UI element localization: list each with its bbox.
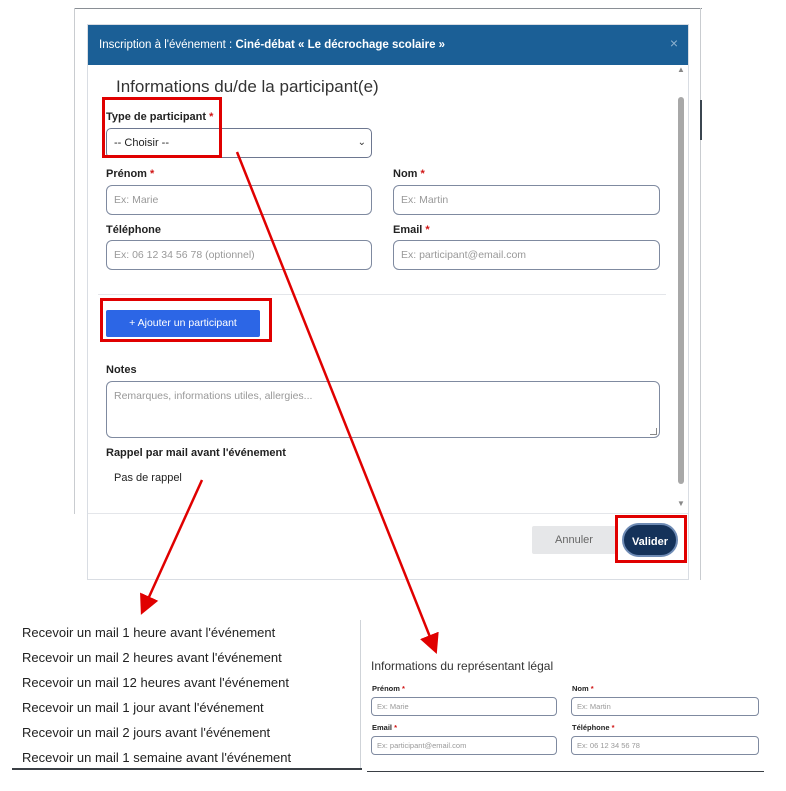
phone-input[interactable]: Ex: 06 12 34 56 78 (optionnel)	[106, 240, 372, 270]
required-mark: *	[420, 168, 425, 180]
required-mark: *	[394, 723, 398, 732]
arrow-to-legal-rep	[237, 152, 434, 647]
reminder-select[interactable]: Pas de rappel	[114, 472, 182, 484]
reminder-label: Rappel par mail avant l'événement	[106, 447, 286, 459]
legal-rep-phone-label-text: Téléphone	[572, 723, 610, 732]
required-mark: *	[209, 111, 214, 123]
cancel-button[interactable]: Annuler	[532, 526, 616, 554]
legal-rep-last-name-input[interactable]: Ex: Martin	[571, 697, 759, 716]
notes-placeholder: Remarques, informations utiles, allergies...	[114, 390, 313, 402]
legal-rep-panel-bottom	[367, 771, 764, 772]
required-mark: *	[150, 168, 155, 180]
legal-rep-email-label	[372, 723, 397, 732]
reminder-option-12h[interactable]: Recevoir un mail 12 heures avant l'événement	[22, 675, 289, 690]
email-label-text: Email	[393, 224, 423, 236]
scroll-down-arrow-icon[interactable]: ▼	[677, 499, 685, 508]
modal-title-prefix: Inscription à l'événement :	[99, 39, 236, 51]
legal-rep-phone-input[interactable]: Ex: 06 12 34 56 78	[571, 736, 759, 755]
reminder-option-2h[interactable]: Recevoir un mail 2 heures avant l'événement	[22, 650, 282, 665]
last-name-input[interactable]: Ex: Martin	[393, 185, 660, 215]
reminder-option-1w[interactable]: Recevoir un mail 1 semaine avant l'événement	[22, 750, 292, 765]
reminder-option-2d[interactable]: Recevoir un mail 2 jours avant l'événement	[22, 725, 271, 740]
scroll-up-arrow-icon[interactable]: ▲	[677, 65, 685, 74]
reminder-option-1d[interactable]: Recevoir un mail 1 jour avant l'événement	[22, 700, 264, 715]
first-name-input[interactable]: Ex: Marie	[106, 185, 372, 215]
legal-rep-email-label-text: Email	[372, 723, 393, 732]
required-mark: *	[425, 224, 430, 236]
legal-rep-last-name-label	[572, 684, 594, 693]
required-mark: *	[402, 684, 405, 693]
reminder-option-1h[interactable]: Recevoir un mail 1 heure avant l'événement	[22, 625, 276, 640]
participant-type-value: -- Choisir --	[114, 137, 169, 149]
last-name-label-text: Nom	[393, 168, 418, 180]
legal-rep-email-input[interactable]: Ex: participant@email.com	[371, 736, 557, 755]
first-name-label-text: Prénom	[106, 168, 147, 180]
legal-rep-first-name-label	[372, 684, 405, 693]
modal-title-event: Ciné-débat « Le décrochage scolaire »	[235, 39, 446, 51]
legal-rep-first-name-input[interactable]: Ex: Marie	[371, 697, 557, 716]
legal-rep-phone-label	[572, 723, 615, 732]
required-mark: *	[590, 684, 594, 693]
legal-rep-title: Informations du représentant légal	[371, 659, 554, 673]
options-panel-bottom	[12, 768, 362, 770]
arrow-to-reminder-options	[144, 480, 202, 608]
legal-rep-first-name-label-text: Prénom	[372, 684, 400, 693]
chevron-down-icon: ⌄	[357, 137, 366, 148]
required-mark: *	[611, 723, 615, 732]
notes-label: Notes	[106, 364, 137, 376]
submit-button[interactable]: Valider	[622, 523, 678, 557]
add-participant-button[interactable]: + Ajouter un participant	[106, 310, 260, 337]
phone-label: Téléphone	[106, 224, 162, 236]
close-icon[interactable]: ×	[669, 35, 678, 51]
section-title: Informations du/de la participant(e)	[116, 77, 379, 96]
legal-rep-last-name-label-text: Nom	[572, 684, 589, 693]
options-panel-edge	[360, 620, 361, 770]
email-input[interactable]: Ex: participant@email.com	[393, 240, 660, 270]
participant-type-label-text: Type de participant	[106, 111, 207, 123]
